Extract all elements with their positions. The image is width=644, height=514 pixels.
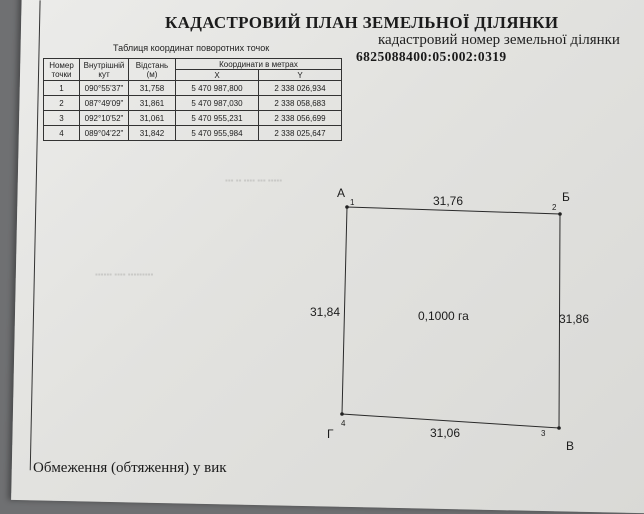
boundary-point-3: [557, 426, 561, 430]
cell-distance: 31,061: [129, 111, 176, 126]
restrictions-heading: Обмеження (обтяження) у вик: [33, 460, 227, 476]
header-point-number: Номер точки: [44, 59, 80, 81]
table-caption: Таблиця координат поворотних точок: [113, 43, 270, 53]
point-number-4: 4: [341, 419, 346, 428]
header-distance: Відстань (м): [129, 59, 176, 81]
boundary-point-2: [558, 212, 562, 216]
cell-distance: 31,842: [129, 126, 176, 141]
corner-label-b: Б: [562, 190, 570, 204]
boundary-point-4: [340, 412, 344, 416]
side-length-left: 31,84: [310, 305, 341, 319]
cell-point-number: 4: [44, 126, 80, 141]
side-length-top: 31,76: [433, 194, 464, 208]
parcel-area: 0,1000 га: [418, 309, 469, 323]
cell-y: 2 338 025,647: [259, 126, 342, 141]
side-length-bottom: 31,06: [430, 426, 461, 440]
cell-y: 2 338 026,934: [259, 81, 342, 96]
header-coordinates: Координати в метрах: [176, 59, 342, 70]
boundary-point-1: [345, 205, 349, 209]
cell-angle: 087°49'09": [80, 96, 129, 111]
cell-distance: 31,758: [129, 81, 176, 96]
corner-label-g: Г: [327, 427, 334, 441]
cell-x: 5 470 987,030: [176, 96, 259, 111]
cadastral-number-label: кадастровий номер земельної ділянки: [378, 32, 620, 48]
point-number-3: 3: [541, 429, 546, 438]
cell-x: 5 470 955,984: [176, 126, 259, 141]
header-x: X: [176, 70, 259, 81]
cell-point-number: 3: [44, 111, 80, 126]
header-internal-angle: Внутрішній кут: [80, 59, 129, 81]
cell-x: 5 470 955,231: [176, 111, 259, 126]
cell-point-number: 2: [44, 96, 80, 111]
side-length-right: 31,86: [559, 312, 590, 326]
cell-y: 2 338 058,683: [259, 96, 342, 111]
cell-x: 5 470 987,800: [176, 81, 259, 96]
page-title: КАДАСТРОВИЙ ПЛАН ЗЕМЕЛЬНОЇ ДІЛЯНКИ: [165, 13, 559, 32]
corner-label-a: А: [337, 186, 346, 200]
cell-angle: 090°55'37": [80, 81, 129, 96]
cell-distance: 31,861: [129, 96, 176, 111]
point-number-1: 1: [350, 198, 355, 207]
cell-y: 2 338 056,699: [259, 111, 342, 126]
cell-point-number: 1: [44, 81, 80, 96]
corner-label-v: В: [566, 439, 575, 453]
bleed-through-text: ▪▪▪▪▪▪ ▪▪▪▪ ▪▪▪▪▪▪▪▪▪: [95, 270, 154, 279]
header-y: Y: [259, 70, 342, 81]
cadastral-number: 6825088400:05:002:0319: [356, 49, 507, 64]
cell-angle: 089°04'22": [80, 126, 129, 141]
point-number-2: 2: [552, 203, 557, 212]
cell-angle: 092°10'52": [80, 111, 129, 126]
bleed-through-text: ▪▪▪ ▪▪ ▪▪▪▪ ▪▪▪ ▪▪▪▪▪: [225, 176, 283, 185]
